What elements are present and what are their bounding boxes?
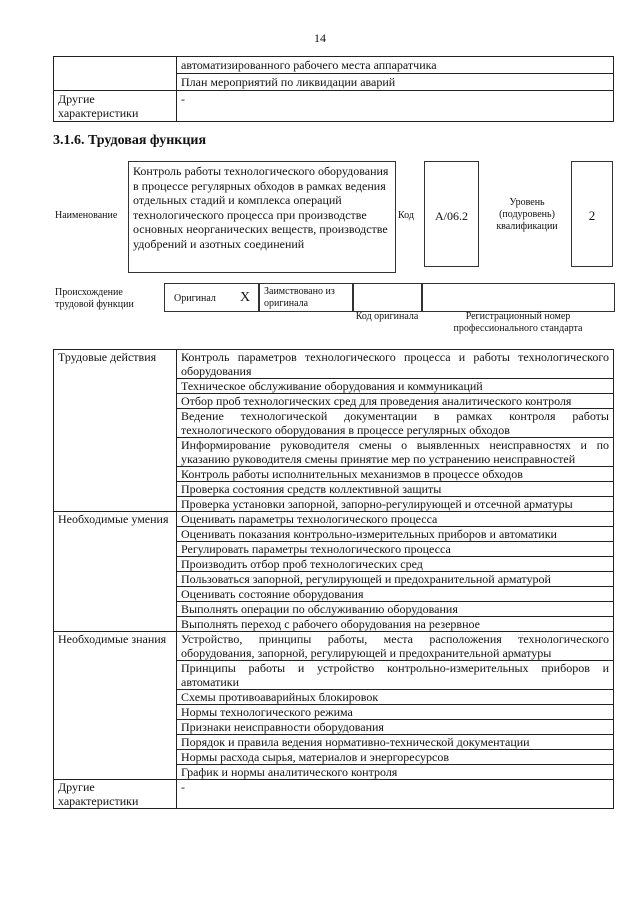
table-cell: Признаки неисправности оборудования — [177, 720, 614, 735]
group-header: Другие характеристики — [54, 780, 177, 809]
table-row — [54, 780, 614, 809]
table-cell: Проверка установки запорной, запорно-регулирующей и отсечной арматуры — [177, 497, 614, 512]
table-row — [54, 57, 614, 74]
group-header: Необходимые умения — [54, 512, 177, 632]
name-label: Наименование — [55, 210, 118, 221]
borrowed-box — [258, 283, 354, 312]
table-cell-label: Другие характеристики — [54, 91, 177, 122]
table-row — [54, 632, 614, 661]
group-header: Необходимые знания — [54, 632, 177, 780]
table-cell: Оценивать состояние оборудования — [177, 587, 614, 602]
original-box — [164, 283, 260, 312]
table-cell: Устройство, принципы работы, места расположения технологического оборудования, запорной, регулирующей и предохранительной арматуры — [177, 632, 614, 661]
table-cell: Порядок и правила ведения нормативно-технической документации — [177, 735, 614, 750]
reg-caption: Регистрационный номер профессионального стандарта — [453, 311, 583, 334]
table-cell: Выполнять переход с рабочего оборудования на резервное — [177, 617, 614, 632]
main-table — [53, 349, 614, 809]
table-cell: Регулировать параметры технологического процесса — [177, 542, 614, 557]
table-cell: Нормы расхода сырья, материалов и энергоресурсов — [177, 750, 614, 765]
table-cell: Отбор проб технологических сред для проведения аналитического контроля — [177, 394, 614, 409]
table-cell: Оценивать показания контрольно-измерительных приборов и автоматики — [177, 527, 614, 542]
top-table — [53, 56, 614, 122]
code-label: Код — [398, 210, 414, 221]
table-cell: Схемы противоаварийных блокировок — [177, 690, 614, 705]
table-row — [54, 74, 614, 91]
group-header: Трудовые действия — [54, 350, 177, 512]
original-label: Оригинал — [174, 293, 216, 304]
table-row — [54, 350, 614, 379]
table-cell-label — [54, 74, 177, 91]
section-title: 3.1.6. Трудовая функция — [53, 133, 207, 148]
level-label: Уровень (подуровень) квалификации — [496, 197, 558, 232]
table-cell: - — [177, 780, 614, 809]
table-cell: Производить отбор проб технологических сред — [177, 557, 614, 572]
table-cell-value: План мероприятий по ликвидации аварий — [177, 74, 614, 91]
table-cell: Техническое обслуживание оборудования и коммуникаций — [177, 379, 614, 394]
function-name-box: Контроль работы технологического оборудования в процессе регулярных обходов в рамках ведения отдельных стадий и комплекса операций технологического процесса при производстве основных неорганических веществ, производстве удобрений и азотных соединений — [128, 161, 396, 273]
table-cell: Пользоваться запорной, регулирующей и предохранительной арматурой — [177, 572, 614, 587]
page-number: 14 — [314, 31, 326, 45]
table-cell: Информирование руководителя смены о выявленных неисправностях и по указанию руководителя смены принятие мер по устранению неисправностей — [177, 438, 614, 467]
level-value-box: 2 — [571, 161, 613, 267]
code-value-box: А/06.2 — [424, 161, 479, 267]
table-cell-label — [54, 57, 177, 74]
table-cell-value: автоматизированного рабочего места аппаратчика — [177, 57, 614, 74]
original-mark: X — [240, 290, 251, 305]
table-row — [54, 91, 614, 122]
table-row — [54, 512, 614, 527]
origin-code-box — [352, 283, 423, 312]
reg-number-box — [421, 283, 615, 312]
table-cell: Оценивать параметры технологического процесса — [177, 512, 614, 527]
table-cell: Выполнять операции по обслуживанию оборудования — [177, 602, 614, 617]
table-cell: Контроль работы исполнительных механизмов в процессе обходов — [177, 467, 614, 482]
table-cell: Принципы работы и устройство контрольно-измерительных приборов и автоматики — [177, 661, 614, 690]
table-cell-value: - — [177, 91, 614, 122]
table-cell: Ведение технологической документации в рамках контроля работы технологического оборудования в процессе регулярных обходов — [177, 409, 614, 438]
borrowed-label: Заимствовано из оригинала — [264, 286, 335, 309]
origin-label: Происхождение трудовой функции — [55, 287, 134, 310]
table-cell: Контроль параметров технологического процесса и работы технологического оборудования — [177, 350, 614, 379]
table-cell: График и нормы аналитического контроля — [177, 765, 614, 780]
table-cell: Нормы технологического режима — [177, 705, 614, 720]
code-caption: Код оригинала — [355, 311, 419, 322]
table-cell: Проверка состояния средств коллективной защиты — [177, 482, 614, 497]
